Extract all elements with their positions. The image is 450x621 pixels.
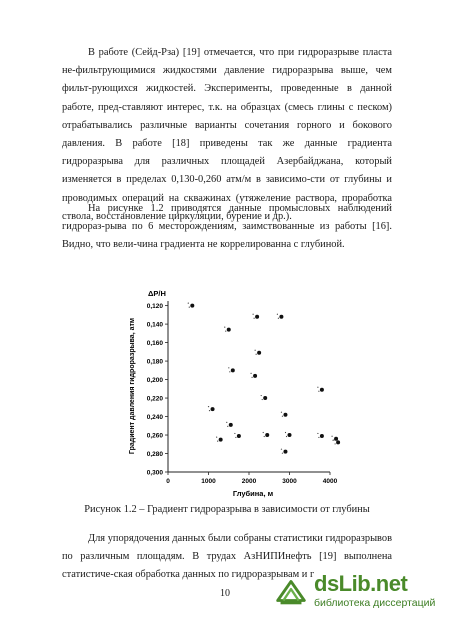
data-point [279, 315, 283, 319]
y-tick-label: 0,140 [146, 321, 163, 329]
data-point [336, 440, 340, 444]
y-tick-label: 0,280 [146, 451, 163, 459]
paragraph-3: Для упорядочения данных были собраны статистики гидроразрывов по различным площадям. В трудах АзНИПИнефть [19] выполнена статистиче-ская обработка данных по гидроразрывам и г [62, 533, 392, 581]
chart-points [188, 303, 340, 454]
watermark-subtitle: библиотека диссертаций [314, 597, 436, 610]
data-point [211, 407, 215, 411]
point-marker-tick [263, 432, 264, 433]
point-marker-tick [285, 432, 286, 433]
paragraph-2: На рисунке 1.2 приводятся данные промысловых наблюдений гидрораз-рыва по 6 месторождениям, заимствованные из работы [16]. Видно, что вели-чина градиента не коррелированна с глубиной. [62, 203, 392, 251]
point-marker-tick [318, 437, 319, 438]
chart-axes [147, 301, 338, 485]
point-marker-tick [261, 395, 262, 396]
y-tick-label: 0,200 [146, 377, 163, 385]
x-axis-label: Глубина, м [232, 489, 274, 498]
point-marker-tick [277, 314, 278, 315]
point-marker-tick [334, 439, 335, 440]
y-tick-label: 0,120 [146, 303, 163, 311]
data-point [190, 304, 194, 308]
watermark-brand: dsLib.net [314, 571, 408, 597]
paragraph-1: В работе (Сейд-Рза) [19] отмечается, что при гидроразрыве пласта не-фильтрующимися жидкостями давление гидроразрыва выше, чем фильт-рующихся жидкостей. Эксперименты, проведенные в данной работе, пред-ставляют интерес, т.к. на образцах (смесь глины с песком) отрабатывались различные варианты сочетания горного и бокового давления. В работе [18] приведены так же данные градиента гидроразрыва для различных площадей Азербайджана, который изменяется в пределах 0,130-0,260 атм/м в зависимо-сти от глубины и проводимых операций на скважинах (утяжеление раствора, проработка ствола, восстановление циркуляции, бурение и др.). [62, 47, 392, 222]
x-tick-label: 1000 [201, 478, 216, 485]
point-marker-tick [281, 412, 282, 413]
y-tick-label: 0,260 [146, 432, 163, 440]
point-marker-tick [189, 307, 190, 308]
point-marker-tick [188, 303, 189, 304]
data-point [255, 315, 259, 319]
data-point [253, 374, 257, 378]
y-tick-label: 0,220 [146, 395, 163, 403]
point-marker-tick [335, 443, 336, 444]
scatter-chart [118, 284, 348, 504]
point-marker-tick [278, 318, 279, 319]
data-point [288, 433, 292, 437]
point-marker-tick [226, 422, 227, 423]
data-point [257, 351, 261, 355]
point-marker-tick [224, 327, 225, 328]
point-marker-tick [286, 436, 287, 437]
y-tick-label: 0,180 [146, 358, 163, 366]
point-marker-tick [255, 350, 256, 351]
point-marker-tick [229, 371, 230, 372]
y-axis-unit: ΔP/H [148, 289, 166, 298]
figure-caption: Рисунок 1.2 – Градиент гидроразрыва в зависимости от глубины [84, 504, 370, 515]
data-point [265, 433, 269, 437]
point-marker-tick [216, 437, 217, 438]
data-point [231, 368, 235, 372]
data-point [219, 438, 223, 442]
data-point [334, 437, 338, 441]
point-marker-tick [332, 440, 333, 441]
point-marker-tick [256, 354, 257, 355]
data-point [320, 388, 324, 392]
data-point [283, 413, 287, 417]
point-marker-tick [281, 449, 282, 450]
point-marker-tick [318, 391, 319, 392]
data-point [227, 328, 231, 332]
point-marker-tick [282, 453, 283, 454]
dslib-watermark [272, 569, 442, 613]
point-marker-tick [331, 436, 332, 437]
point-marker-tick [250, 373, 251, 374]
point-marker-tick [228, 367, 229, 368]
point-marker-tick [251, 377, 252, 378]
point-marker-tick [254, 318, 255, 319]
point-marker-tick [317, 433, 318, 434]
dslib-logo-icon [272, 572, 310, 610]
point-marker-tick [235, 437, 236, 438]
data-point [320, 434, 324, 438]
point-marker-tick [317, 387, 318, 388]
x-tick-label: 4000 [322, 478, 338, 485]
page-number: 10 [220, 588, 230, 599]
point-marker-tick [264, 436, 265, 437]
point-marker-tick [209, 410, 210, 411]
x-tick-label: 2000 [241, 478, 257, 485]
x-tick-label: 3000 [282, 478, 297, 485]
figure-1-2 [118, 284, 348, 504]
point-marker-tick [234, 433, 235, 434]
point-marker-tick [282, 416, 283, 417]
point-marker-tick [262, 399, 263, 400]
data-point [283, 450, 287, 454]
data-point [237, 434, 241, 438]
point-marker-tick [225, 331, 226, 332]
point-marker-tick [208, 406, 209, 407]
data-point [263, 396, 267, 400]
data-point [229, 423, 233, 427]
x-tick-label: 0 [166, 478, 170, 485]
y-tick-label: 0,300 [146, 469, 163, 477]
point-marker-tick [217, 441, 218, 442]
point-marker-tick [227, 426, 228, 427]
y-axis-label: Градиент давления гидроразрыва, атм [129, 317, 136, 455]
y-tick-label: 0,160 [146, 340, 163, 348]
y-tick-label: 0,240 [146, 414, 163, 422]
point-marker-tick [253, 314, 254, 315]
